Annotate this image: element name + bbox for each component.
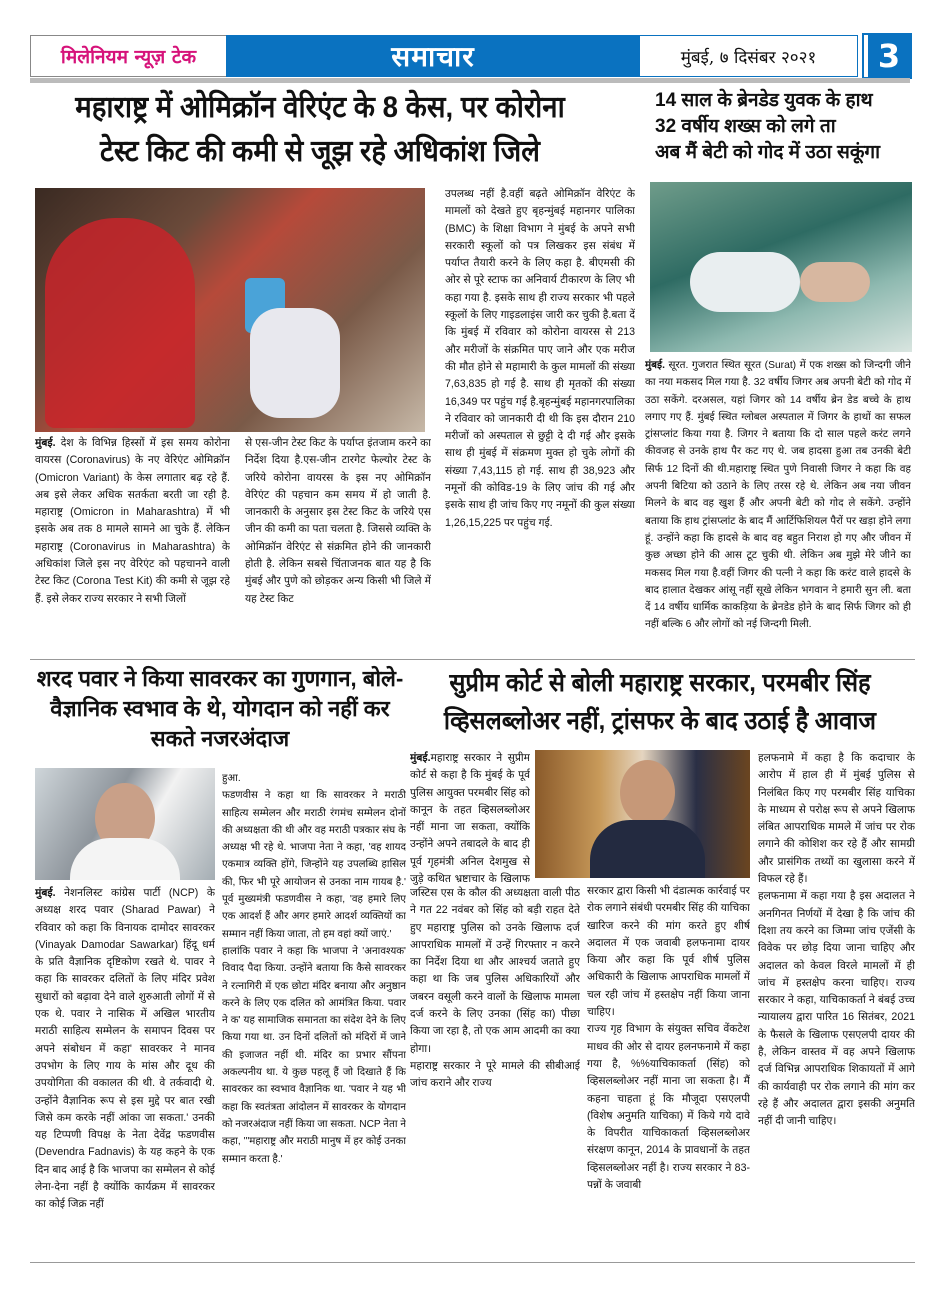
story3-col2 (222, 770, 406, 1255)
paper-logo: मिलेनियम न्यूज़ टेक (30, 35, 226, 77)
paragraph: फडणवीस ने कहा था कि सावरकर ने मराठी साहित्य सम्मेलन और मराठी रंगमंच सम्मेलन दोनों की अध्यक्षता की थी और वह मराठी पत्रकार संघ के अध्यक्ष भी रहे थे. भाजपा नेता ने कहा, 'वह शायद एकमात्र व्यक्ति होंगे, जिन्होंने यह उपलब्धि हासिल की, फिर भी पूरे आयोजन से उनका नाम गायब है.' पूर्व मुख्यमंत्री फडणवीस ने कहा, 'वह हमारे लिए एक आदर्श हैं और अगर हमारे आदर्श व्यक्तियों का सम्मान नहीं किया जाता, तो हम वहां क्यों जाएं.' (222, 790, 406, 940)
paragraph: जस्टिस एस के कौल की अध्यक्षता वाली पीठ ने गत 22 नवंबर को सिंह को बड़ी राहत देते हुए महाराष्ट्र पुलिस को उनके खिलाफ दर्ज आपराधिक मामलों में उन्हें गिरफ्तार न करने का निर्देश दिया था और आश्चर्य जताते हुए कहा था कि जब पुलिस अधिकारियों और जबरन वसूली करने वालों के खिलाफ मामला दर्ज करने के लिए उनका (सिंह का) पीछा किया जा रहा है, तो एक आम आदमी का क्या होगा। (410, 887, 580, 1055)
paragraph: हालांकि पवार ने कहा कि भाजपा ने 'अनावश्यक' विवाद पैदा किया. उन्होंने बताया कि कैसे सावरकर ने रत्नागिरी में एक छोटा मंदिर बनाया और अनुष्ठान करने के लिए एक दलित को आमंत्रित किया. पवार ने क' यह सामाजिक समानता का संदेश देने के लिए किया गया था. उन दिनों दलितों को मंदिरों में जाने की इजाजत नहीं थी. मंदिर का प्रभार सौंपना अकल्पनीय था. ये कुछ पहलू हैं जो दिखाते हैं कि सावरकर का स्वभाव वैज्ञानिक था. 'पवार ने यह भी कहा कि स्वतंत्रता आंदोलन में सावरकर के योगदान को नजरअंदाज नहीं किया जा सकता. NCP नेता ने कहा, '"महाराष्ट्र और मराठी मानुष में हर कोई उनका सम्मान करता है.' (222, 945, 406, 1165)
story4-headline: सुप्रीम कोर्ट से बोली महाराष्ट्र सरकार, परमबीर सिंह व्हिसलब्लोअर नहीं, ट्रांसफर के बाद उठाई है आवाज (443, 669, 877, 735)
story2-photo-surgery (650, 182, 912, 352)
story-text: सूरत. गुजरात स्थित सूरत (Surat) में एक शख्स को जिन्दगी जीने का नया मकसद मिल गया है. 32 वर्षीय जिगर अब अपनी बेटी को गोद में उठा सकेंगे. दरअसल, यहां जिगर को 14 वर्षीय ब्रेन डेड बच्चे के हाथ लगाए गए हैं. मुंबई स्थित ग्लोबल अस्पताल में जिगर के हाथों का सफल ट्रांसप्लांट किया गया है. जिगर ने बताया कि दो साल पहले करंट लगने कीवजह से उनके हाथ पैर कट गए थे. जब हादसा हुआ तब उनकी बेटी सिर्फ 12 दिनों की थी.महाराष्ट्र स्थित पुणे निवासी जिगर ने कहा कि वह अपनी बिटिया को उठाने के लिए तरस रहे थे. लेकिन अब नया जीवन मिलने के बाद वह खुश हैं और अपनी बेटी को गोद ले सकेंगे. उन्होंने बताया कि हाथ ट्रांसप्लांट के बाद मैं आर्टिफिशियल पैरों पर खड़ा होने लगा हूं. उन्होंने कहा कि हादसे के बाद वह बहुत निराश हो गए और जीवन में कुछ अच्छा होने की आस टूट चुकी थी. लेकिन अब मुझे मेरे जीने का मकसद मिल गया है.वहीं जिगर की पत्नी ने कहा कि करंट वाले हादसे के बाद हालात देखकर आंसू नहीं सूखे लेकिन भगवान ने हमारी सुन ली. बता दें 14 वर्षीय धार्मिक काकड़िया के ब्रेनडेड होने के बाद सिर्फ जिगर को ही नहीं बल्कि 6 और लोगों को नई जिन्दगी मिली. (645, 360, 911, 631)
paragraph: हलफनामे में कहा है कि कदाचार के आरोप में हाल ही में मुंबई पुलिस से निलंबित किए गए परमबीर सिंह याचिका के माध्यम से परोक्ष रूप से अपने खिलाफ लंबित आपराधिक मामले में जांच पर रोक लगाने की कोशिश कर रहे हैं और सामग्री और प्रासंगिक तथ्यों का खुलासा करने में विफल रहे हैं। (758, 752, 915, 886)
paragraph: राज्य गृह विभाग के संयुक्त सचिव वेंकटेश माधव की ओर से दायर हलनफनामे में कहा गया है, %%याचिकाकर्ता (सिंह) को व्हिसलब्लोअर नहीं माना जा सकता है। मैं कहना चाहता हूं कि मौजूदा एसएलपी (विशेष अनुमति याचिका) में किये गये दावे के विपरीत याचिकाकर्ता व्हिसलब्लोअर संरक्षण कानून, 2014 के प्रावधानों के तहत व्हिसलब्लोअर नहीं है। राज्य सरकार ने 83-पन्नों के जवाबी (587, 1023, 750, 1192)
story4-photo-parambir-singh (535, 750, 750, 878)
story4-col3 (758, 750, 915, 1255)
story1-headline: महाराष्ट्र में ओमिक्रॉन वेरिएंट के 8 केस, पर कोरोना टेस्ट किट की कमी से जूझ रहे अधिकांश जिले (75, 91, 565, 168)
paragraph: हुआ. (222, 773, 241, 784)
story2-headline-line: अब मैं बेटी को गोद में उठा सकूंगा (655, 142, 881, 163)
footer-rule (30, 1262, 915, 1263)
story4-col1 (410, 885, 580, 1255)
story1-col2: से एस-जीन टेस्ट किट के पर्याप्त इंतजाम करने का निर्देश दिया है.एस-जीन टारगेट फेल्योर टेस्ट के जरिये कोरोना वायरस के इस नए ओमिक्रॉन वेरिएंट की पहचान कम समय में हो जाती है. जानकारी के अनुसार इस टेस्ट किट के जरिये एस जीन की कमी का पता चलता है. जिससे व्यक्ति के ओमिक्रॉन वेरिएंट से संक्रमित होने की जानकारी होती है. लेकिन सबसे चिंताजनक बात यह है कि मुंबई और पुणे को छोड़कर अन्य किसी भी जिले में यह टेस्ट किट (245, 437, 431, 605)
story1-col3: उपलब्ध नहीं है.वहीं बढ़ते ओमिक्रॉन वेरिएंट के मामलों को देखते हुए बृहन्मुंबई महानगर पालिका (BMC) के शिक्षा विभाग ने मुंबई के अपने सभी सरकारी स्कूलों को पत्र लिखकर इस संबंध में पर्याप्त तैयारी करने के लिए कहा है. बीएमसी की ओर से पूरे स्टाफ का अनिवार्य टीकारण के लिए भी कहा गया है. इसके साथ ही राज्य सरकार भी पहले स्कूलों के लिए गाइडलाइंस जारी कर चुकी है.बता दें कि मुंबई में रविवार को कोरोना वायरस से 213 और मरीजों के संक्रमित पाए जाने और एक मरीज की मौत होने से महामारी के कुल मामलों की संख्या 7,63,835 हो गई है. साथ ही मृतकों की संख्या 16,349 पर पहुंच गई है.बृहन्मुंबई महानगरपालिका ने रविवार को जानकारी दी थी कि इस दौरान 210 मरीजों को अस्पताल से छुट्टी दे दी गई और इसके साथ ही मुंबई में संक्रमण मुक्त हो चुके लोगों की संख्या 7,43,115 हो गई. साथ ही 38,923 और नमूनों की कोविड-19 के लिए जांच की गई और इसके साथ ही जांच किए गए नमूनों की कुल संख्या 1,26,15,225 पर पहुंच गई. (445, 188, 635, 529)
story4-col1-top (410, 750, 530, 885)
paragraph: महाराष्ट्र सरकार ने पूरे मामले की सीबीआई जांच कराने और राज्य (410, 1059, 580, 1090)
section-divider (30, 659, 915, 660)
story-dateline: मुंबई. (35, 437, 56, 449)
story-dateline: मुंबई. (410, 752, 431, 764)
story2-body (645, 357, 911, 653)
story2-headline (655, 88, 915, 166)
page-number: 3 (864, 35, 910, 77)
story-dateline: मुंबई. (645, 360, 665, 371)
story-text: नेशनलिस्ट कांग्रेस पार्टी (NCP) के अध्यक्ष शरद पवार (Sharad Pawar) ने रविवार को कहा कि विनायक दामोदर सावरकर (Vinayak Damodar Sawarkar) हिंदू धर्म के प्रति वैज्ञानिक दृष्टिकोण रखते थे. पावर ने कहा कि सावरकर दलितों के लिए मंदिर प्रवेश सुधारों को बढ़ावा देने वाले शुरुआती लोगों में से एक थे. पवार ने नासिक में अखिल भारतीय मराठी साहित्य सम्मेलन के समापन दिवस पर अपने संबोधन में कहा' सावरकर ने मानव उपभोग के लिए गाय के मांस और दूध की उपयोगिता की वकालत की थी. वे तर्कवादी थे. उन्होंने वैज्ञानिक रूप से इस मुद्दे पर बात रखी जिसे कम करके नहीं आंका जा सकता.' उनकी यह टिप्पणी विपक्ष के नेता देवेंद्र फडणवीस (Devendra Fadnavis) के यह कहने के एक दिन बाद आई है कि भाजपा का सम्मेलन से कोई लेना-देना नहीं है क्योंकि कार्यक्रम में सावरकर का कोई जिक्र नहीं (35, 887, 215, 1211)
story3-headline: शरद पवार ने किया सावरकर का गुणगान, बोले- वैज्ञानिक स्वभाव के थे, योगदान को नहीं कर सकते नजरअंदाज (36, 666, 404, 751)
story-dateline: मुंबई. (35, 887, 56, 899)
dateline: मुंबई, ७ दिसंबर २०२१ (640, 35, 858, 77)
story3-col1 (35, 885, 215, 1255)
header-rule (30, 78, 910, 83)
paragraph: सरकार द्वारा किसी भी दंडात्मक कार्रवाई पर रोक लगाने संबंधी परमबीर सिंह की याचिका खारिज करने की मांग करते हुए शीर्ष अदालत में एक जवाबी हलफनामा दायर किया और कहा कि पूर्व शीर्ष पुलिस अधिकारी के खिलाफ आपराधिक मामलों में चल रही जांच में हस्तक्षेप नहीं किया जाना चाहिए। (587, 885, 750, 1019)
paragraph: हलफनामा में कहा गया है इस अदालत ने अनगिनत निर्णयों में देखा है कि जांच की दिशा तय करने का जिम्मा जांच एजेंसी के विवेक पर छोड़ दिया जाना चाहिए और अदालत को केवल विरले मामलों में ही जांच में हस्तक्षेप करना चाहिए। राज्य सरकार ने कहा, याचिकाकर्ता ने बंबई उच्च न्यायालय द्वारा पारित 16 सितंबर, 2021 के फैसले के खिलाफ एसएलपी दायर की है, लेकिन वास्तव में वह अपने खिलाफ दर्ज विभिन्न आपराधिक शिकायतों में आगे की कार्यवाही पर रोक लगाने की मांग कर रहे हैं और अदालत द्वारा इसकी अनुमति नहीं दी जानी चाहिए। (758, 890, 915, 1128)
story-text: महाराष्ट्र सरकार ने सुप्रीम कोर्ट से कहा है कि मुंबई के पूर्व पुलिस आयुक्त परमबीर सिंह को कानून के तहत व्हिसलब्लोअर नहीं माना जा सकता, क्योंकि उन्होंने अपने तबादले के बाद ही पूर्व गृहमंत्री अनिल देशमुख से जुड़े कथित भ्रष्टाचार के खिलाफ (410, 752, 530, 885)
story2-headline-line: 32 वर्षीय शख्स को लगे ता (655, 116, 836, 137)
story1-col1 (35, 435, 230, 657)
story-text: देश के विभिन्न हिस्सों में इस समय कोरोना वायरस (Coronavirus) के नए वेरिएंट ओमिक्रॉन (Omicron Variant) के केस लगातार बढ़ रहे हैं. अब इसे लेकर अधिक सतर्कता बरती जा रही है. महाराष्ट्र (Omicron in Maharashtra) में भी इसके अब तक 8 मामले सामने आ चुके हैं. लेकिन महाराष्ट्र (Coronavirus in Maharashtra) के अधिकांश जिले इस नए वेरिएंट को पहचानने वाली टेस्ट किट (Corona Test Kit) की कमी से जूझ रहे हैं. इसे लेकर राज्य सरकार ने सभी जिलों (35, 437, 230, 605)
section-title: समाचार (226, 35, 640, 77)
story2-headline-line: 14 साल के ब्रेनडेड युवक के हाथ (655, 90, 873, 111)
story4-col2 (587, 883, 750, 1255)
story3-photo-sharad-pawar (35, 768, 215, 880)
story1-photo-thermometer-check (35, 188, 425, 432)
